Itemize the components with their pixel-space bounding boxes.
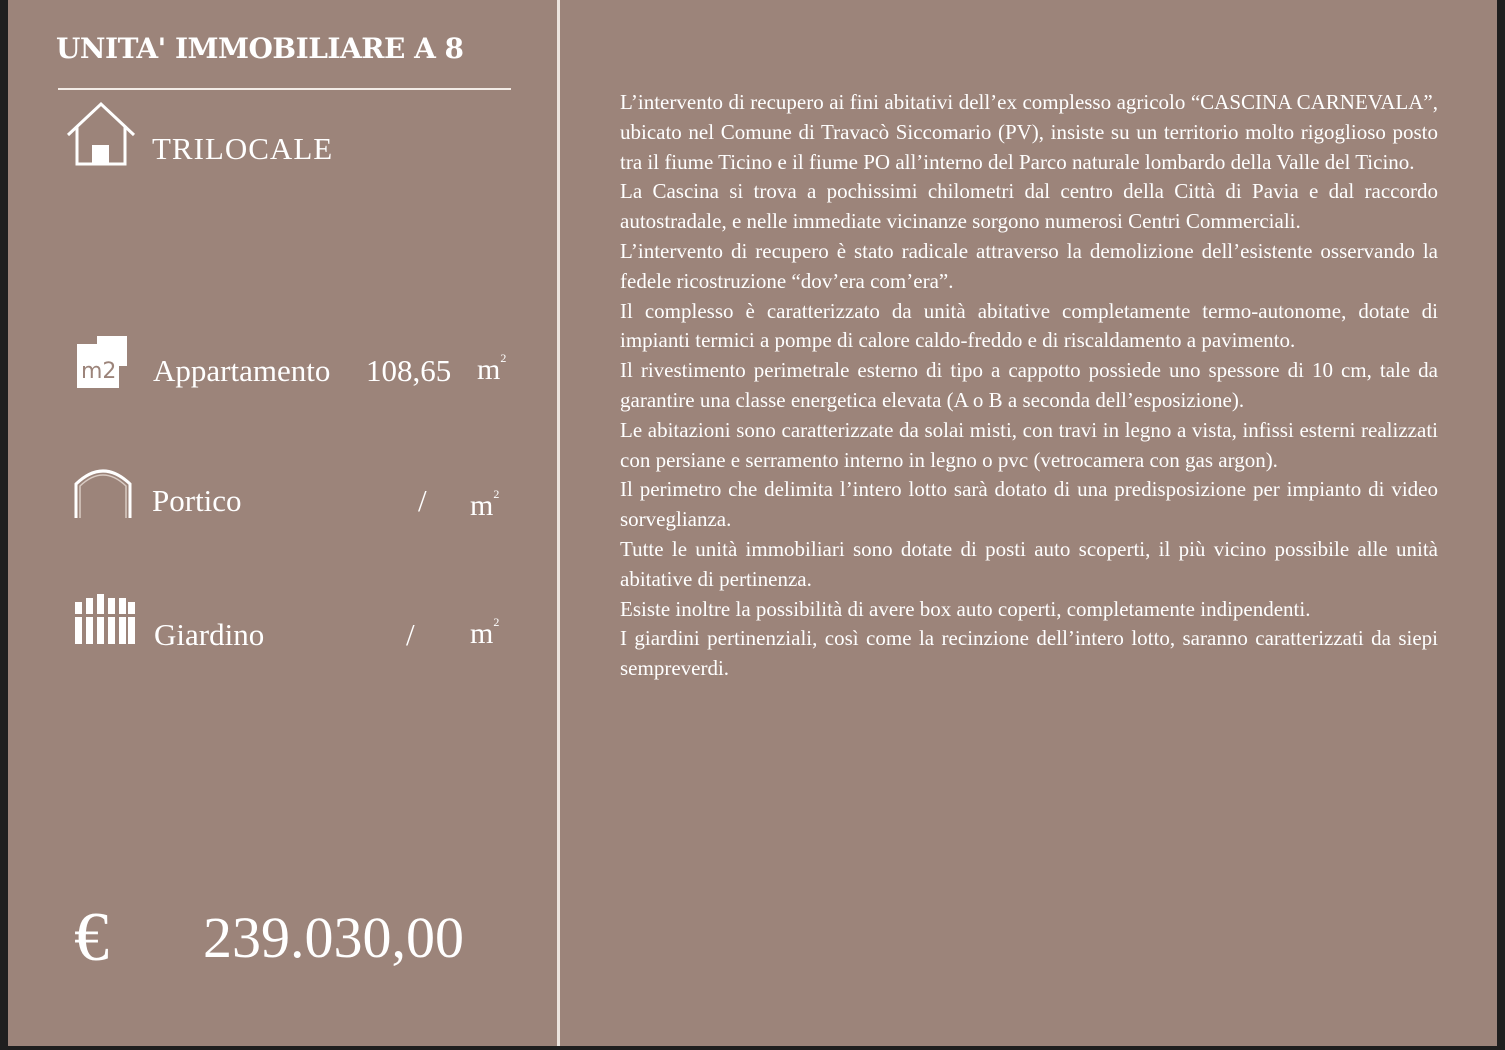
unit-summary-panel [8, 0, 557, 1046]
paragraph: L’intervento di recupero ai fini abitativi dell’ex complesso agricolo “CASCINA CARNEVALA”, ubicato nel Comune di Travacò Siccomario (PV), insiste su un territorio molto rigoglioso posto tra il fiume Ticino e il fiume PO all’interno del Parco naturale lombardo della Valle del Ticino. [620, 90, 1438, 174]
unit-title: UNITA' IMMOBILIARE A 8 [56, 32, 464, 65]
fence-icon [74, 594, 136, 646]
apartment-area-unit [477, 353, 506, 387]
title-divider [58, 88, 511, 90]
unit-type: TRILOCALE [152, 131, 334, 166]
apartment-area-value: 108,65 [366, 353, 452, 388]
portico-label: Portico [152, 483, 242, 518]
description-text [620, 88, 1438, 684]
portico-area-value: / [418, 483, 427, 518]
unit-m: m [470, 489, 494, 522]
unit-sup: 2 [493, 487, 500, 501]
paragraph: Tutte le unità immobiliari sono dotate di posti auto scoperti, il più vicino possibile alle unità abitative di pertinenza. [620, 536, 1438, 591]
paragraph: Il perimetro che delimita l’intero lotto sarà dotato di una predisposizione per impianto di video sorveglianza. [620, 477, 1438, 532]
m2-area-icon [75, 334, 129, 390]
currency-symbol: € [74, 899, 109, 976]
paragraph: I giardini pertinenziali, così come la recinzione dell’intero lotto, saranno caratterizzati da siepi sempreverdi. [620, 626, 1438, 681]
garden-area-value: / [406, 617, 415, 652]
portico-area-unit [470, 489, 499, 523]
garden-area-unit [470, 617, 499, 651]
price-value: 239.030,00 [203, 905, 464, 970]
paragraph: Il complesso è caratterizzato da unità abitative completamente termo-autonome, dotate di impianti termici a pompe di calore caldo-freddo e di riscaldamento a pavimento. [620, 298, 1438, 353]
paragraph: Il rivestimento perimetrale esterno di tipo a cappotto possiede uno spessore di 10 cm, tale da garantire una classe energetica elevata (A o B a seconda dell’esposizione). [620, 358, 1438, 412]
unit-sup: 2 [500, 351, 507, 365]
description-panel [560, 0, 1497, 1046]
unit-m: m [477, 353, 501, 386]
m2-badge-text: m2 [81, 359, 117, 384]
house-icon [66, 101, 136, 167]
paragraph: Le abitazioni sono caratterizzate da solai misti, con travi in legno a vista, infissi esterni realizzati con persiane e serramento interno in legno o pvc (vetrocamera con gas argon). [620, 417, 1438, 472]
paragraph: Esiste inoltre la possibilità di avere box auto coperti, completamente indipendenti. [620, 596, 1311, 621]
apartment-label: Appartamento [153, 353, 331, 388]
arch-icon [72, 462, 134, 520]
paragraph: L’intervento di recupero è stato radicale attraverso la demolizione dell’esistente osservando la fedele ricostruzione “dov’era com’era”. [620, 238, 1438, 293]
unit-m: m [470, 617, 494, 650]
garden-label: Giardino [154, 617, 265, 652]
property-sheet [8, 0, 1497, 1046]
unit-sup: 2 [493, 615, 500, 629]
paragraph: La Cascina si trova a pochissimi chilometri dal centro della Città di Pavia e dal raccordo autostradale, e nelle immediate vicinanze sorgono numerosi Centri Commerciali. [620, 179, 1438, 234]
